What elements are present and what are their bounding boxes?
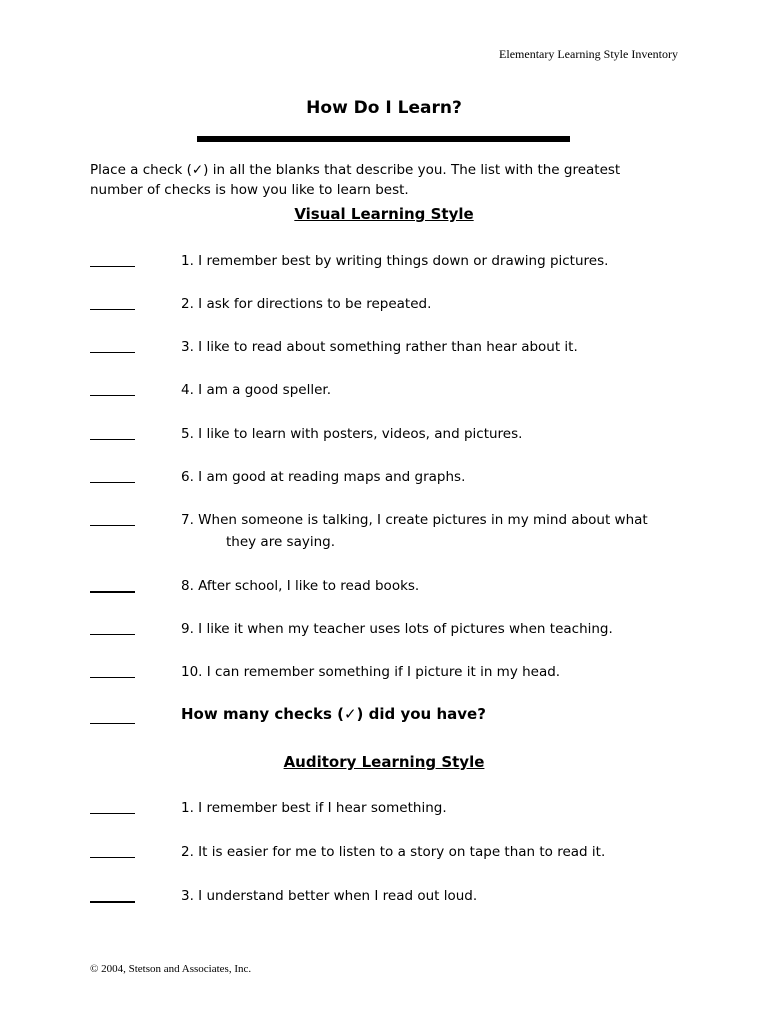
count-blank[interactable] — [90, 723, 135, 724]
count-prompt: How many checks (✓) did you have? — [181, 705, 486, 723]
check-blank[interactable] — [90, 525, 135, 526]
item-text: 1. I remember best if I hear something. — [181, 800, 447, 816]
title-rule — [197, 136, 570, 142]
item-text-line-2: they are saying. — [226, 534, 336, 550]
item-text: 8. After school, I like to read books. — [181, 578, 420, 594]
item-text-line-1: 7. When someone is talking, I create pictures in my mind about what — [181, 512, 648, 528]
item-text: 4. I am a good speller. — [181, 382, 331, 398]
check-blank[interactable] — [90, 901, 135, 903]
check-blank[interactable] — [90, 482, 135, 483]
visual-section-heading: Visual Learning Style — [294, 205, 474, 223]
item-text: 9. I like it when my teacher uses lots of pictures when teaching. — [181, 621, 613, 637]
item-text: 2. It is easier for me to listen to a story on tape than to read it. — [181, 844, 606, 860]
check-blank[interactable] — [90, 857, 135, 858]
copyright-footer: © 2004, Stetson and Associates, Inc. — [90, 963, 252, 975]
auditory-section-heading: Auditory Learning Style — [283, 753, 485, 771]
item-text: 5. I like to learn with posters, videos, and pictures. — [181, 426, 523, 442]
instructions-line-2: number of checks is how you like to learn best. — [90, 182, 409, 198]
page-title: How Do I Learn? — [306, 98, 462, 118]
check-blank[interactable] — [90, 677, 135, 678]
item-text: 3. I understand better when I read out loud. — [181, 888, 478, 904]
check-blank[interactable] — [90, 309, 135, 310]
item-text: 6. I am good at reading maps and graphs. — [181, 469, 466, 485]
item-text: 3. I like to read about something rather than hear about it. — [181, 339, 578, 355]
item-text: 10. I can remember something if I picture it in my head. — [181, 664, 561, 680]
item-text — [181, 509, 681, 553]
instructions-line-1: Place a check (✓) in all the blanks that describe you. The list with the greatest — [90, 162, 621, 178]
instructions — [90, 160, 690, 200]
check-blank[interactable] — [90, 591, 135, 593]
check-blank[interactable] — [90, 266, 135, 267]
item-text: 2. I ask for directions to be repeated. — [181, 296, 432, 312]
check-blank[interactable] — [90, 439, 135, 440]
running-header: Elementary Learning Style Inventory — [499, 47, 678, 61]
check-blank[interactable] — [90, 813, 135, 814]
item-text: 1. I remember best by writing things down or drawing pictures. — [181, 253, 609, 269]
check-blank[interactable] — [90, 352, 135, 353]
check-blank[interactable] — [90, 395, 135, 396]
check-blank[interactable] — [90, 634, 135, 635]
